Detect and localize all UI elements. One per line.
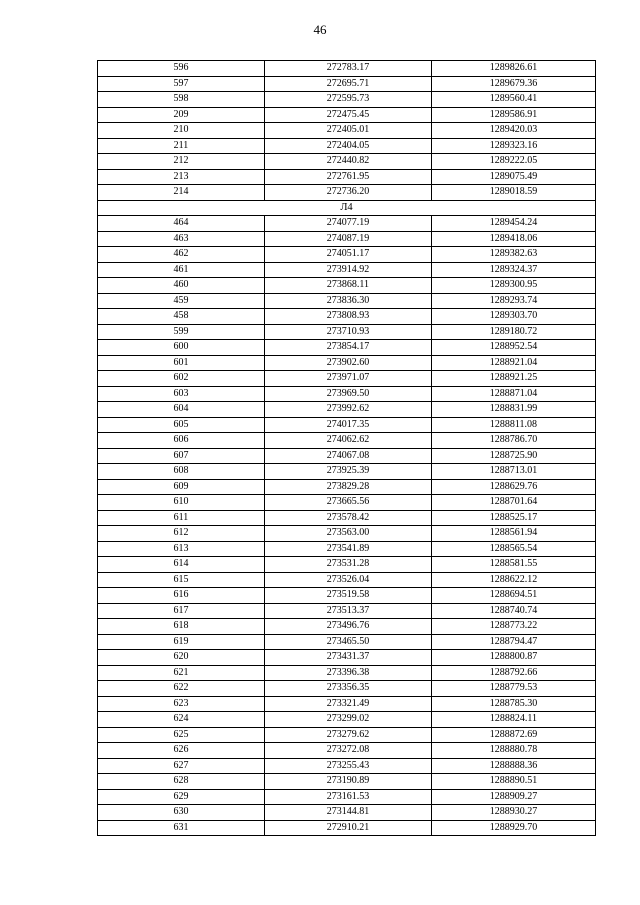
table-row — [98, 169, 596, 185]
y-coordinate-cell: 1288871.04 — [432, 386, 596, 402]
x-coordinate-cell: 274062.62 — [265, 433, 432, 449]
table-row — [98, 650, 596, 666]
y-coordinate-cell: 1288952.54 — [432, 340, 596, 356]
x-coordinate-cell: 273526.04 — [265, 572, 432, 588]
y-coordinate-cell: 1289826.61 — [432, 61, 596, 77]
y-coordinate-cell: 1288909.27 — [432, 789, 596, 805]
y-coordinate-cell: 1289303.70 — [432, 309, 596, 325]
y-coordinate-cell: 1288740.74 — [432, 603, 596, 619]
point-number-cell: 608 — [98, 464, 265, 480]
point-number-cell: 621 — [98, 665, 265, 681]
x-coordinate-cell: 273299.02 — [265, 712, 432, 728]
point-number-cell: 611 — [98, 510, 265, 526]
point-number-cell: 606 — [98, 433, 265, 449]
x-coordinate-cell: 272475.45 — [265, 107, 432, 123]
y-coordinate-cell: 1288811.08 — [432, 417, 596, 433]
y-coordinate-cell: 1288824.11 — [432, 712, 596, 728]
y-coordinate-cell: 1288800.87 — [432, 650, 596, 666]
x-coordinate-cell: 273272.08 — [265, 743, 432, 759]
x-coordinate-cell: 272695.71 — [265, 76, 432, 92]
y-coordinate-cell: 1288831.99 — [432, 402, 596, 418]
point-number-cell: 626 — [98, 743, 265, 759]
section-label: Л4 — [98, 200, 596, 216]
y-coordinate-cell: 1288872.69 — [432, 727, 596, 743]
table-row — [98, 355, 596, 371]
table-row — [98, 541, 596, 557]
x-coordinate-cell: 272405.01 — [265, 123, 432, 139]
point-number-cell: 211 — [98, 138, 265, 154]
point-number-cell: 461 — [98, 262, 265, 278]
x-coordinate-cell: 273190.89 — [265, 774, 432, 790]
x-coordinate-cell: 272910.21 — [265, 820, 432, 836]
y-coordinate-cell: 1289075.49 — [432, 169, 596, 185]
x-coordinate-cell: 273902.60 — [265, 355, 432, 371]
y-coordinate-cell: 1289300.95 — [432, 278, 596, 294]
y-coordinate-cell: 1289018.59 — [432, 185, 596, 201]
point-number-cell: 607 — [98, 448, 265, 464]
table-row — [98, 619, 596, 635]
point-number-cell: 605 — [98, 417, 265, 433]
y-coordinate-cell: 1289560.41 — [432, 92, 596, 108]
y-coordinate-cell: 1288561.94 — [432, 526, 596, 542]
x-coordinate-cell: 273836.30 — [265, 293, 432, 309]
table-row — [98, 696, 596, 712]
point-number-cell: 459 — [98, 293, 265, 309]
point-number-cell: 460 — [98, 278, 265, 294]
table-row — [98, 92, 596, 108]
y-coordinate-cell: 1289586.91 — [432, 107, 596, 123]
x-coordinate-cell: 273992.62 — [265, 402, 432, 418]
table-row — [98, 231, 596, 247]
table-row — [98, 681, 596, 697]
x-coordinate-cell: 273396.38 — [265, 665, 432, 681]
coordinates-table — [97, 60, 596, 836]
x-coordinate-cell: 273161.53 — [265, 789, 432, 805]
table-row — [98, 495, 596, 511]
y-coordinate-cell: 1289324.37 — [432, 262, 596, 278]
y-coordinate-cell: 1288773.22 — [432, 619, 596, 635]
coordinates-table-body — [98, 61, 596, 836]
point-number-cell: 598 — [98, 92, 265, 108]
y-coordinate-cell: 1289293.74 — [432, 293, 596, 309]
y-coordinate-cell: 1288792.66 — [432, 665, 596, 681]
x-coordinate-cell: 273925.39 — [265, 464, 432, 480]
x-coordinate-cell: 273868.11 — [265, 278, 432, 294]
x-coordinate-cell: 273496.76 — [265, 619, 432, 635]
table-row — [98, 123, 596, 139]
point-number-cell: 599 — [98, 324, 265, 340]
table-row — [98, 805, 596, 821]
table-row — [98, 216, 596, 232]
y-coordinate-cell: 1288880.78 — [432, 743, 596, 759]
point-number-cell: 603 — [98, 386, 265, 402]
x-coordinate-cell: 273541.89 — [265, 541, 432, 557]
y-coordinate-cell: 1289454.24 — [432, 216, 596, 232]
table-row — [98, 557, 596, 573]
point-number-cell: 601 — [98, 355, 265, 371]
x-coordinate-cell: 272736.20 — [265, 185, 432, 201]
table-row — [98, 262, 596, 278]
point-number-cell: 615 — [98, 572, 265, 588]
point-number-cell: 616 — [98, 588, 265, 604]
point-number-cell: 612 — [98, 526, 265, 542]
table-row — [98, 76, 596, 92]
table-row — [98, 479, 596, 495]
table-row — [98, 665, 596, 681]
point-number-cell: 213 — [98, 169, 265, 185]
x-coordinate-cell: 273356.35 — [265, 681, 432, 697]
point-number-cell: 622 — [98, 681, 265, 697]
x-coordinate-cell: 273255.43 — [265, 758, 432, 774]
table-row — [98, 758, 596, 774]
table-row — [98, 185, 596, 201]
table-row — [98, 61, 596, 77]
point-number-cell: 618 — [98, 619, 265, 635]
y-coordinate-cell: 1289180.72 — [432, 324, 596, 340]
point-number-cell: 209 — [98, 107, 265, 123]
y-coordinate-cell: 1288888.36 — [432, 758, 596, 774]
y-coordinate-cell: 1288701.64 — [432, 495, 596, 511]
table-row — [98, 603, 596, 619]
table-row — [98, 774, 596, 790]
x-coordinate-cell: 274077.19 — [265, 216, 432, 232]
x-coordinate-cell: 272761.95 — [265, 169, 432, 185]
y-coordinate-cell: 1288725.90 — [432, 448, 596, 464]
point-number-cell: 624 — [98, 712, 265, 728]
point-number-cell: 462 — [98, 247, 265, 263]
y-coordinate-cell: 1288921.04 — [432, 355, 596, 371]
y-coordinate-cell: 1288785.30 — [432, 696, 596, 712]
point-number-cell: 623 — [98, 696, 265, 712]
table-row — [98, 448, 596, 464]
x-coordinate-cell: 274087.19 — [265, 231, 432, 247]
table-row — [98, 324, 596, 340]
table-row — [98, 278, 596, 294]
point-number-cell: 628 — [98, 774, 265, 790]
y-coordinate-cell: 1288929.70 — [432, 820, 596, 836]
point-number-cell: 630 — [98, 805, 265, 821]
x-coordinate-cell: 273710.93 — [265, 324, 432, 340]
x-coordinate-cell: 273465.50 — [265, 634, 432, 650]
point-number-cell: 627 — [98, 758, 265, 774]
x-coordinate-cell: 273431.37 — [265, 650, 432, 666]
table-row — [98, 138, 596, 154]
table-row — [98, 417, 596, 433]
table-row — [98, 526, 596, 542]
point-number-cell: 619 — [98, 634, 265, 650]
x-coordinate-cell: 273531.28 — [265, 557, 432, 573]
y-coordinate-cell: 1288565.54 — [432, 541, 596, 557]
point-number-cell: 610 — [98, 495, 265, 511]
x-coordinate-cell: 273808.93 — [265, 309, 432, 325]
table-row — [98, 247, 596, 263]
table-row — [98, 340, 596, 356]
x-coordinate-cell: 272595.73 — [265, 92, 432, 108]
y-coordinate-cell: 1289679.36 — [432, 76, 596, 92]
y-coordinate-cell: 1289418.06 — [432, 231, 596, 247]
x-coordinate-cell: 272404.05 — [265, 138, 432, 154]
x-coordinate-cell: 274067.08 — [265, 448, 432, 464]
table-row — [98, 588, 596, 604]
x-coordinate-cell: 273519.58 — [265, 588, 432, 604]
table-row — [98, 433, 596, 449]
y-coordinate-cell: 1289382.63 — [432, 247, 596, 263]
x-coordinate-cell: 273665.56 — [265, 495, 432, 511]
point-number-cell: 617 — [98, 603, 265, 619]
y-coordinate-cell: 1288622.12 — [432, 572, 596, 588]
y-coordinate-cell: 1288525.17 — [432, 510, 596, 526]
point-number-cell: 210 — [98, 123, 265, 139]
x-coordinate-cell: 272440.82 — [265, 154, 432, 170]
table-row — [98, 293, 596, 309]
table-row — [98, 743, 596, 759]
table-row — [98, 510, 596, 526]
table-row — [98, 107, 596, 123]
y-coordinate-cell: 1288779.53 — [432, 681, 596, 697]
x-coordinate-cell: 273854.17 — [265, 340, 432, 356]
point-number-cell: 604 — [98, 402, 265, 418]
point-number-cell: 620 — [98, 650, 265, 666]
y-coordinate-cell: 1288921.25 — [432, 371, 596, 387]
x-coordinate-cell: 273513.37 — [265, 603, 432, 619]
point-number-cell: 214 — [98, 185, 265, 201]
y-coordinate-cell: 1288629.76 — [432, 479, 596, 495]
point-number-cell: 463 — [98, 231, 265, 247]
x-coordinate-cell: 274051.17 — [265, 247, 432, 263]
x-coordinate-cell: 273969.50 — [265, 386, 432, 402]
table-row — [98, 402, 596, 418]
y-coordinate-cell: 1288581.55 — [432, 557, 596, 573]
y-coordinate-cell: 1288694.51 — [432, 588, 596, 604]
point-number-cell: 600 — [98, 340, 265, 356]
table-row — [98, 634, 596, 650]
x-coordinate-cell: 273971.07 — [265, 371, 432, 387]
point-number-cell: 629 — [98, 789, 265, 805]
point-number-cell: 614 — [98, 557, 265, 573]
page-number: 46 — [313, 22, 327, 37]
point-number-cell: 613 — [98, 541, 265, 557]
x-coordinate-cell: 274017.35 — [265, 417, 432, 433]
y-coordinate-cell: 1288930.27 — [432, 805, 596, 821]
table-row — [98, 371, 596, 387]
x-coordinate-cell: 272783.17 — [265, 61, 432, 77]
x-coordinate-cell: 273829.28 — [265, 479, 432, 495]
table-row — [98, 309, 596, 325]
x-coordinate-cell: 273578.42 — [265, 510, 432, 526]
table-row — [98, 727, 596, 743]
point-number-cell: 212 — [98, 154, 265, 170]
table-row — [98, 464, 596, 480]
y-coordinate-cell: 1288794.47 — [432, 634, 596, 650]
x-coordinate-cell: 273279.62 — [265, 727, 432, 743]
y-coordinate-cell: 1289222.05 — [432, 154, 596, 170]
x-coordinate-cell: 273563.00 — [265, 526, 432, 542]
table-row — [98, 789, 596, 805]
y-coordinate-cell: 1289323.16 — [432, 138, 596, 154]
point-number-cell: 464 — [98, 216, 265, 232]
point-number-cell: 458 — [98, 309, 265, 325]
point-number-cell: 625 — [98, 727, 265, 743]
section-row — [98, 200, 596, 216]
table-row — [98, 712, 596, 728]
point-number-cell: 609 — [98, 479, 265, 495]
y-coordinate-cell: 1288713.01 — [432, 464, 596, 480]
x-coordinate-cell: 273144.81 — [265, 805, 432, 821]
point-number-cell: 597 — [98, 76, 265, 92]
x-coordinate-cell: 273914.92 — [265, 262, 432, 278]
y-coordinate-cell: 1289420.03 — [432, 123, 596, 139]
y-coordinate-cell: 1288890.51 — [432, 774, 596, 790]
point-number-cell: 596 — [98, 61, 265, 77]
y-coordinate-cell: 1288786.70 — [432, 433, 596, 449]
point-number-cell: 602 — [98, 371, 265, 387]
table-row — [98, 820, 596, 836]
point-number-cell: 631 — [98, 820, 265, 836]
table-row — [98, 154, 596, 170]
table-row — [98, 572, 596, 588]
table-row — [98, 386, 596, 402]
x-coordinate-cell: 273321.49 — [265, 696, 432, 712]
